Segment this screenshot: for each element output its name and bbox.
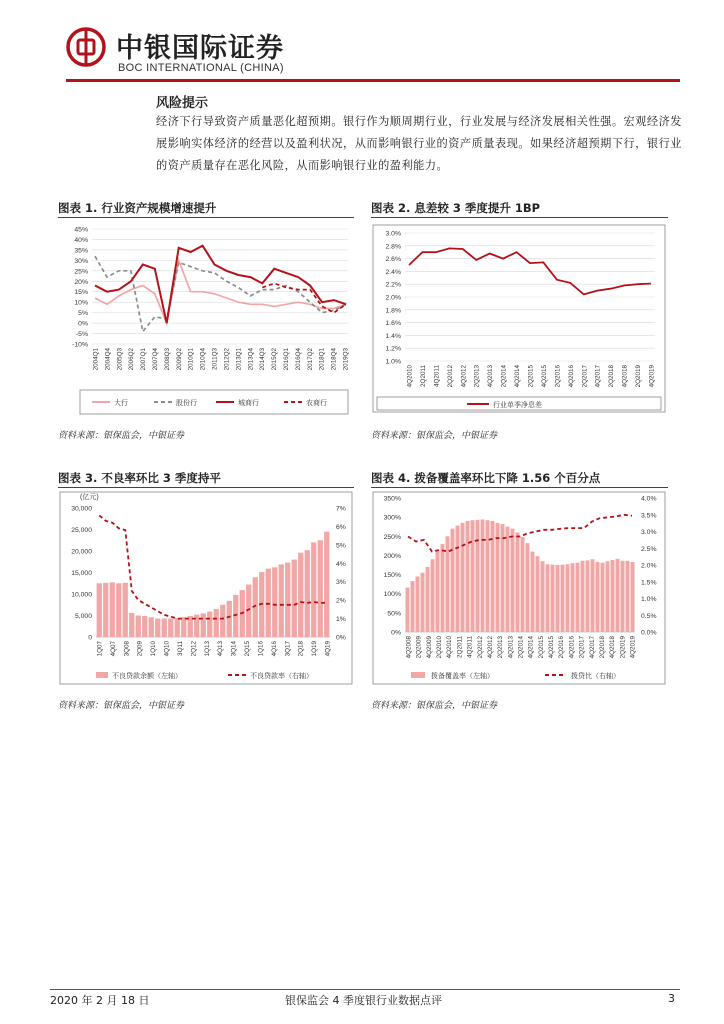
chart-3-y-right-tick-label: 3% (336, 579, 346, 587)
chart-4-y-right-tick-label: 0.0% (641, 629, 657, 637)
chart-4-x-tick-label: 4Q2009 (425, 636, 433, 659)
chart-2-x-tick-label: 4Q2016 (567, 365, 575, 388)
chart-1-series-line-3 (95, 246, 346, 323)
chart-3-bar (227, 601, 232, 637)
chart-3-bar (97, 583, 102, 637)
chart-1-x-tick-label: 2016Q1 (282, 348, 290, 371)
chart-3-x-tick-label: 1Q10 (150, 641, 158, 657)
chart-4-y-tick-label: 350% (383, 495, 401, 503)
chart-4-x-tick-label: 2Q2019 (619, 636, 627, 659)
chart-3-bar (318, 540, 323, 637)
chart-1-x-tick-label: 2006Q2 (128, 348, 136, 371)
chart-4-bar (626, 561, 630, 632)
chart-4-bar (576, 563, 580, 632)
chart-4-x-tick-label: 4Q2011 (466, 636, 474, 658)
chart-1-legend-label: 股份行 (176, 400, 197, 407)
chart-4-x-tick-label: 2Q2014 (517, 636, 525, 659)
chart-1-x-tick-label: 2008Q3 (163, 348, 171, 371)
chart-4-x-tick-label: 4Q2008 (405, 636, 413, 659)
figure-3-divider (58, 487, 354, 488)
chart-4-bar (546, 564, 550, 632)
chart-4-bar (541, 561, 545, 632)
chart-1-x-tick-label: 2017Q2 (306, 348, 314, 371)
chart-4-x-tick-label: 2Q2012 (476, 636, 484, 659)
chart-4-x-tick-label: 2Q2018 (598, 636, 606, 659)
chart-4-y-tick-label: 100% (383, 591, 401, 599)
chart-2 (371, 220, 668, 420)
chart-4-bar (571, 563, 575, 632)
chart-1-x-tick-label: 2011Q3 (211, 348, 219, 370)
chart-4-bar (466, 521, 470, 632)
chart-2-y-tick-label: 1.0% (385, 358, 401, 366)
chart-1-y-tick-label: -5% (75, 331, 88, 339)
chart-4-y-right-tick-label: 1.0% (641, 596, 657, 603)
chart-4-bar (536, 556, 540, 632)
chart-4-bar (451, 529, 455, 632)
chart-3-bar (149, 617, 154, 637)
boc-logo-icon (66, 27, 106, 67)
chart-1-x-tick-label: 2019Q3 (342, 348, 350, 371)
chart-2-x-tick-label: 2Q2014 (500, 365, 508, 388)
chart-3-bar (136, 616, 141, 638)
chart-4-y-tick-label: 200% (383, 552, 401, 560)
chart-1-y-tick-label: -10% (72, 341, 88, 349)
chart-2-y-tick-label: 1.4% (385, 332, 401, 340)
chart-4-bar (611, 560, 615, 632)
chart-4-bar (511, 529, 515, 632)
chart-4-bar (421, 573, 425, 632)
chart-4-x-tick-label: 2Q2011 (456, 636, 464, 658)
chart-4-bar (521, 537, 525, 632)
header-divider (66, 79, 680, 82)
chart-4-x-tick-label: 4Q2012 (486, 636, 494, 659)
chart-4-legend-swatch (411, 672, 425, 678)
chart-4-bar (631, 562, 635, 632)
chart-4-x-tick-label: 4Q2019 (629, 636, 637, 659)
chart-4-y-right-tick-label: 3.5% (641, 512, 657, 520)
chart-3-x-tick-label: 3Q08 (123, 641, 131, 657)
chart-3-legend-label: 不良贷款余额（左轴） (112, 673, 182, 680)
chart-1-x-tick-label: 2013Q4 (247, 348, 255, 371)
chart-4-x-tick-label: 4Q2010 (446, 636, 454, 659)
chart-1-x-tick-label: 2016Q4 (294, 348, 302, 371)
figure-2-source: 资料来源：银保监会，中银证券 (371, 431, 498, 441)
chart-3-bar (292, 560, 297, 637)
chart-2-y-tick-label: 1.6% (385, 320, 401, 328)
chart-2-y-tick-label: 1.8% (385, 307, 401, 315)
footer-divider (50, 989, 680, 990)
chart-3-y-right-tick-label: 7% (336, 505, 346, 513)
chart-4-x-tick-label: 4Q2014 (527, 636, 535, 659)
chart-1-x-tick-label: 2010Q1 (187, 348, 195, 371)
chart-1-x-tick-label: 2015Q2 (271, 348, 279, 371)
chart-3-legend-swatch (96, 672, 108, 678)
chart-4-x-tick-label: 2Q2009 (415, 636, 423, 659)
chart-4-bar (566, 564, 570, 632)
chart-4-x-tick-label: 2Q2016 (558, 636, 566, 659)
chart-3-y-unit: (亿元) (80, 494, 99, 501)
chart-3 (58, 490, 354, 690)
chart-3-y-tick-label: 20,000 (71, 548, 92, 556)
chart-1-y-tick-label: 35% (74, 247, 88, 255)
chart-1-x-tick-label: 2018Q4 (330, 348, 338, 371)
chart-1-x-tick-label: 2013Q1 (235, 348, 243, 371)
chart-4-bar (561, 565, 565, 632)
chart-3-bar (285, 563, 290, 637)
chart-4-bar (606, 561, 610, 632)
figure-2-divider (371, 217, 668, 218)
chart-3-x-tick-label: 4Q19 (324, 641, 332, 657)
chart-1-x-tick-label: 2004Q4 (104, 348, 112, 371)
chart-4-bar (531, 552, 535, 632)
brand-name-cn: 中银国际证券 (116, 33, 284, 64)
chart-4-x-tick-label: 2Q2010 (436, 636, 444, 659)
chart-3-bar (142, 616, 147, 637)
chart-4-legend-label: 拨贷比（右轴） (571, 673, 620, 680)
chart-3-x-tick-label: 2Q12 (190, 641, 198, 657)
chart-2-x-tick-label: 4Q2015 (540, 365, 548, 388)
chart-2-x-tick-label: 2Q2013 (473, 365, 481, 388)
chart-3-y-tick-label: 10,000 (71, 591, 92, 599)
chart-4-bar (456, 526, 460, 632)
chart-2-y-tick-label: 2.4% (385, 268, 401, 276)
chart-3-x-tick-label: 1Q07 (96, 641, 104, 657)
chart-3-bar (266, 569, 271, 637)
chart-4-bar (556, 565, 560, 632)
figure-1-title: 图表 1. 行业资产规模增速提升 (58, 201, 217, 215)
chart-3-y-tick-label: 25,000 (71, 527, 92, 534)
chart-4-x-tick-label: 4Q2013 (507, 636, 515, 659)
chart-4-bar (516, 532, 520, 632)
chart-3-bar (110, 582, 115, 637)
chart-3-bar (272, 567, 277, 637)
chart-1-x-tick-label: 2007Q4 (152, 348, 160, 371)
chart-2-x-tick-label: 4Q2010 (406, 365, 414, 388)
chart-4 (371, 490, 668, 690)
chart-4-y-tick-label: 300% (383, 514, 401, 522)
chart-3-x-tick-label: 1Q16 (257, 641, 265, 657)
chart-2-x-tick-label: 2Q2017 (581, 365, 589, 388)
chart-3-bar (201, 613, 206, 637)
chart-3-x-tick-label: 4Q07 (109, 641, 117, 657)
chart-1-x-tick-label: 2014Q3 (259, 348, 267, 371)
chart-4-y-tick-label: 250% (383, 533, 401, 541)
chart-3-y-tick-label: 15,000 (71, 570, 92, 577)
chart-4-legend-label: 拨备覆盖率（左轴） (431, 673, 494, 680)
chart-1-y-tick-label: 45% (74, 226, 88, 234)
chart-3-x-tick-label: 2Q09 (136, 641, 144, 657)
figure-4-divider (371, 487, 668, 488)
chart-3-y-right-tick-label: 4% (336, 560, 346, 568)
chart-4-bar (431, 559, 435, 632)
chart-1-legend-label: 大行 (114, 400, 128, 407)
footer-date: 2020 年 2 月 18 日 (50, 994, 150, 1007)
chart-1-x-tick-label: 2004Q1 (92, 348, 100, 371)
chart-2-y-tick-label: 3.0% (385, 230, 401, 238)
chart-3-x-tick-label: 4Q13 (217, 641, 225, 657)
chart-4-bar (471, 520, 475, 632)
chart-3-y-right-tick-label: 0% (336, 634, 346, 642)
chart-2-x-tick-label: 4Q2017 (594, 365, 602, 388)
chart-2-y-tick-label: 2.6% (385, 256, 401, 264)
chart-1-y-tick-label: 20% (74, 278, 88, 286)
chart-4-bar (491, 521, 495, 632)
chart-3-y-right-tick-label: 5% (336, 542, 346, 550)
chart-2-x-tick-label: 4Q2019 (648, 365, 656, 388)
chart-4-x-tick-label: 4Q2018 (609, 636, 617, 659)
figure-3-title: 图表 3. 不良率环比 3 季度持平 (58, 471, 221, 485)
chart-1-x-tick-label: 2018Q1 (318, 348, 326, 371)
chart-1-y-tick-label: 40% (74, 236, 88, 244)
chart-2-x-tick-label: 4Q2013 (487, 365, 495, 388)
chart-2-x-tick-label: 4Q2012 (460, 365, 468, 388)
figure-1-source: 资料来源：银保监会，中银证券 (58, 431, 185, 441)
chart-3-x-tick-label: 4Q16 (270, 641, 278, 657)
chart-4-y-right-tick-label: 4.0% (641, 495, 657, 503)
chart-4-bar (406, 588, 410, 632)
chart-4-y-right-tick-label: 2.0% (641, 562, 657, 570)
figure-4-source: 资料来源：银保监会，中银证券 (371, 701, 498, 711)
chart-3-y-right-tick-label: 2% (336, 597, 346, 605)
chart-4-bar (621, 561, 625, 632)
chart-2-x-tick-label: 2Q2019 (635, 365, 643, 388)
chart-2-x-tick-label: 4Q2011 (433, 365, 441, 387)
chart-2-y-tick-label: 1.2% (385, 345, 401, 353)
chart-4-x-tick-label: 2Q2017 (578, 636, 586, 659)
chart-4-y-tick-label: 150% (383, 572, 401, 580)
chart-2-y-tick-label: 2.2% (385, 281, 401, 289)
chart-4-bar (616, 559, 620, 632)
chart-4-bar (591, 559, 595, 632)
chart-3-bar (311, 542, 316, 637)
chart-3-y-right-tick-label: 6% (336, 523, 346, 531)
chart-1 (58, 220, 354, 420)
chart-2-x-tick-label: 2Q2015 (527, 365, 535, 388)
chart-3-x-tick-label: 1Q19 (311, 641, 319, 657)
chart-4-y-tick-label: 0% (391, 629, 401, 637)
chart-1-x-tick-label: 2009Q2 (175, 348, 183, 371)
chart-3-x-tick-label: 3Q17 (284, 641, 292, 657)
chart-1-legend-label: 城商行 (238, 400, 259, 407)
chart-4-x-tick-label: 4Q2017 (588, 636, 596, 659)
chart-3-bar (155, 619, 160, 637)
chart-4-x-tick-label: 2Q2015 (537, 636, 545, 659)
chart-3-bar (214, 609, 219, 637)
chart-4-y-tick-label: 50% (387, 610, 401, 618)
chart-3-x-tick-label: 4Q10 (163, 641, 171, 657)
chart-4-bar (461, 523, 465, 632)
brand-name-en: BOC INTERNATIONAL (CHINA) (118, 62, 284, 74)
chart-4-bar (506, 527, 510, 632)
chart-3-bar (279, 564, 284, 637)
chart-3-y-tick-label: 5,000 (74, 613, 92, 620)
chart-2-y-tick-label: 2.0% (385, 294, 401, 302)
chart-3-x-tick-label: 3Q14 (230, 641, 238, 657)
chart-3-legend-label: 不良贷款率（右轴） (250, 673, 313, 680)
figure-4-title: 图表 4. 拨备覆盖率环比下降 1.56 个百分点 (371, 471, 601, 485)
chart-1-legend-label: 农商行 (306, 400, 327, 407)
chart-3-bar (103, 583, 108, 637)
figure-2-title: 图表 2. 息差较 3 季度提升 1BP (371, 201, 541, 215)
chart-3-bar (207, 612, 212, 637)
chart-2-x-tick-label: 4Q2018 (621, 365, 629, 388)
chart-3-x-tick-label: 1Q13 (203, 641, 211, 657)
chart-4-y-right-tick-label: 0.5% (641, 612, 657, 620)
chart-2-y-tick-label: 2.8% (385, 243, 401, 251)
chart-3-bar (220, 605, 225, 637)
chart-4-bar (436, 552, 440, 632)
chart-1-y-tick-label: 0% (78, 320, 88, 328)
chart-3-bar (123, 583, 128, 637)
page-number: 3 (668, 992, 675, 1005)
chart-2-x-tick-label: 2Q2011 (419, 365, 427, 387)
chart-4-bar (416, 576, 420, 632)
chart-4-bar (586, 560, 590, 632)
risk-body: 经济下行导致资产质量恶化超预期。银行作为顺周期行业，行业发展与经济发展相关性强。宏观经济发展影响实体经济的经营以及盈利状况，从而影响银行业的资产质量表现。如果经济超预期下行，银行业的资产质量存在恶化风险，从而影响银行业的盈利能力。 (156, 115, 682, 172)
chart-3-bar (175, 618, 180, 637)
chart-4-bar (581, 561, 585, 632)
chart-1-x-tick-label: 2012Q2 (223, 348, 231, 371)
chart-1-x-tick-label: 2010Q4 (199, 348, 207, 371)
chart-3-bar (298, 553, 303, 637)
chart-4-x-tick-label: 2Q2013 (497, 636, 505, 659)
chart-4-bar (481, 519, 485, 632)
chart-2-x-tick-label: 2Q2012 (446, 365, 454, 388)
footer-title: 银保监会 4 季度银行业数据点评 (285, 994, 442, 1007)
chart-4-bar (526, 543, 530, 632)
chart-2-x-tick-label: 2Q2018 (608, 365, 616, 388)
chart-2-x-tick-label: 2Q2016 (554, 365, 562, 388)
chart-3-x-tick-label: 2Q15 (244, 641, 252, 657)
chart-1-x-tick-label: 2005Q3 (116, 348, 124, 371)
chart-4-bar (551, 565, 555, 632)
chart-4-bar (411, 581, 415, 632)
chart-1-y-tick-label: 30% (74, 257, 88, 265)
chart-4-bar (426, 567, 430, 632)
chart-1-y-tick-label: 10% (74, 299, 88, 307)
chart-3-y-tick-label: 30,000 (71, 505, 92, 513)
chart-4-y-right-tick-label: 3.0% (641, 529, 657, 536)
figure-3-source: 资料来源：银保监会，中银证券 (58, 701, 185, 711)
chart-4-bar (501, 524, 505, 632)
chart-1-y-tick-label: 15% (74, 289, 88, 297)
chart-1-x-tick-label: 2007Q1 (140, 348, 148, 371)
chart-3-x-tick-label: 3Q11 (176, 641, 184, 656)
chart-4-y-right-tick-label: 1.5% (641, 579, 657, 587)
chart-3-bar (181, 617, 186, 637)
chart-2-legend-label: 行业单季净息差 (493, 402, 542, 409)
chart-3-bar (116, 583, 121, 637)
chart-3-bar (129, 613, 134, 637)
risk-title: 风险提示 (156, 96, 209, 111)
chart-3-bar (168, 619, 173, 637)
chart-4-bar (596, 562, 600, 632)
chart-1-y-tick-label: 5% (78, 310, 88, 318)
figure-1-divider (58, 217, 354, 218)
chart-3-y-right-tick-label: 1% (336, 616, 346, 624)
chart-4-x-tick-label: 4Q2016 (568, 636, 576, 659)
chart-2-x-tick-label: 4Q2014 (514, 365, 522, 388)
chart-1-y-tick-label: 25% (74, 268, 88, 276)
chart-4-bar (496, 523, 500, 632)
chart-4-y-right-tick-label: 2.5% (641, 545, 657, 553)
chart-3-x-tick-label: 2Q18 (297, 641, 305, 657)
chart-4-x-tick-label: 4Q2015 (548, 636, 556, 659)
chart-3-bar (324, 532, 329, 637)
chart-3-bar (305, 550, 310, 637)
chart-3-bar (162, 619, 167, 637)
chart-4-bar (486, 520, 490, 632)
chart-4-bar (601, 563, 605, 632)
chart-3-y-tick-label: 0 (88, 634, 92, 642)
chart-4-bar (476, 520, 480, 632)
chart-4-bar (441, 544, 445, 632)
